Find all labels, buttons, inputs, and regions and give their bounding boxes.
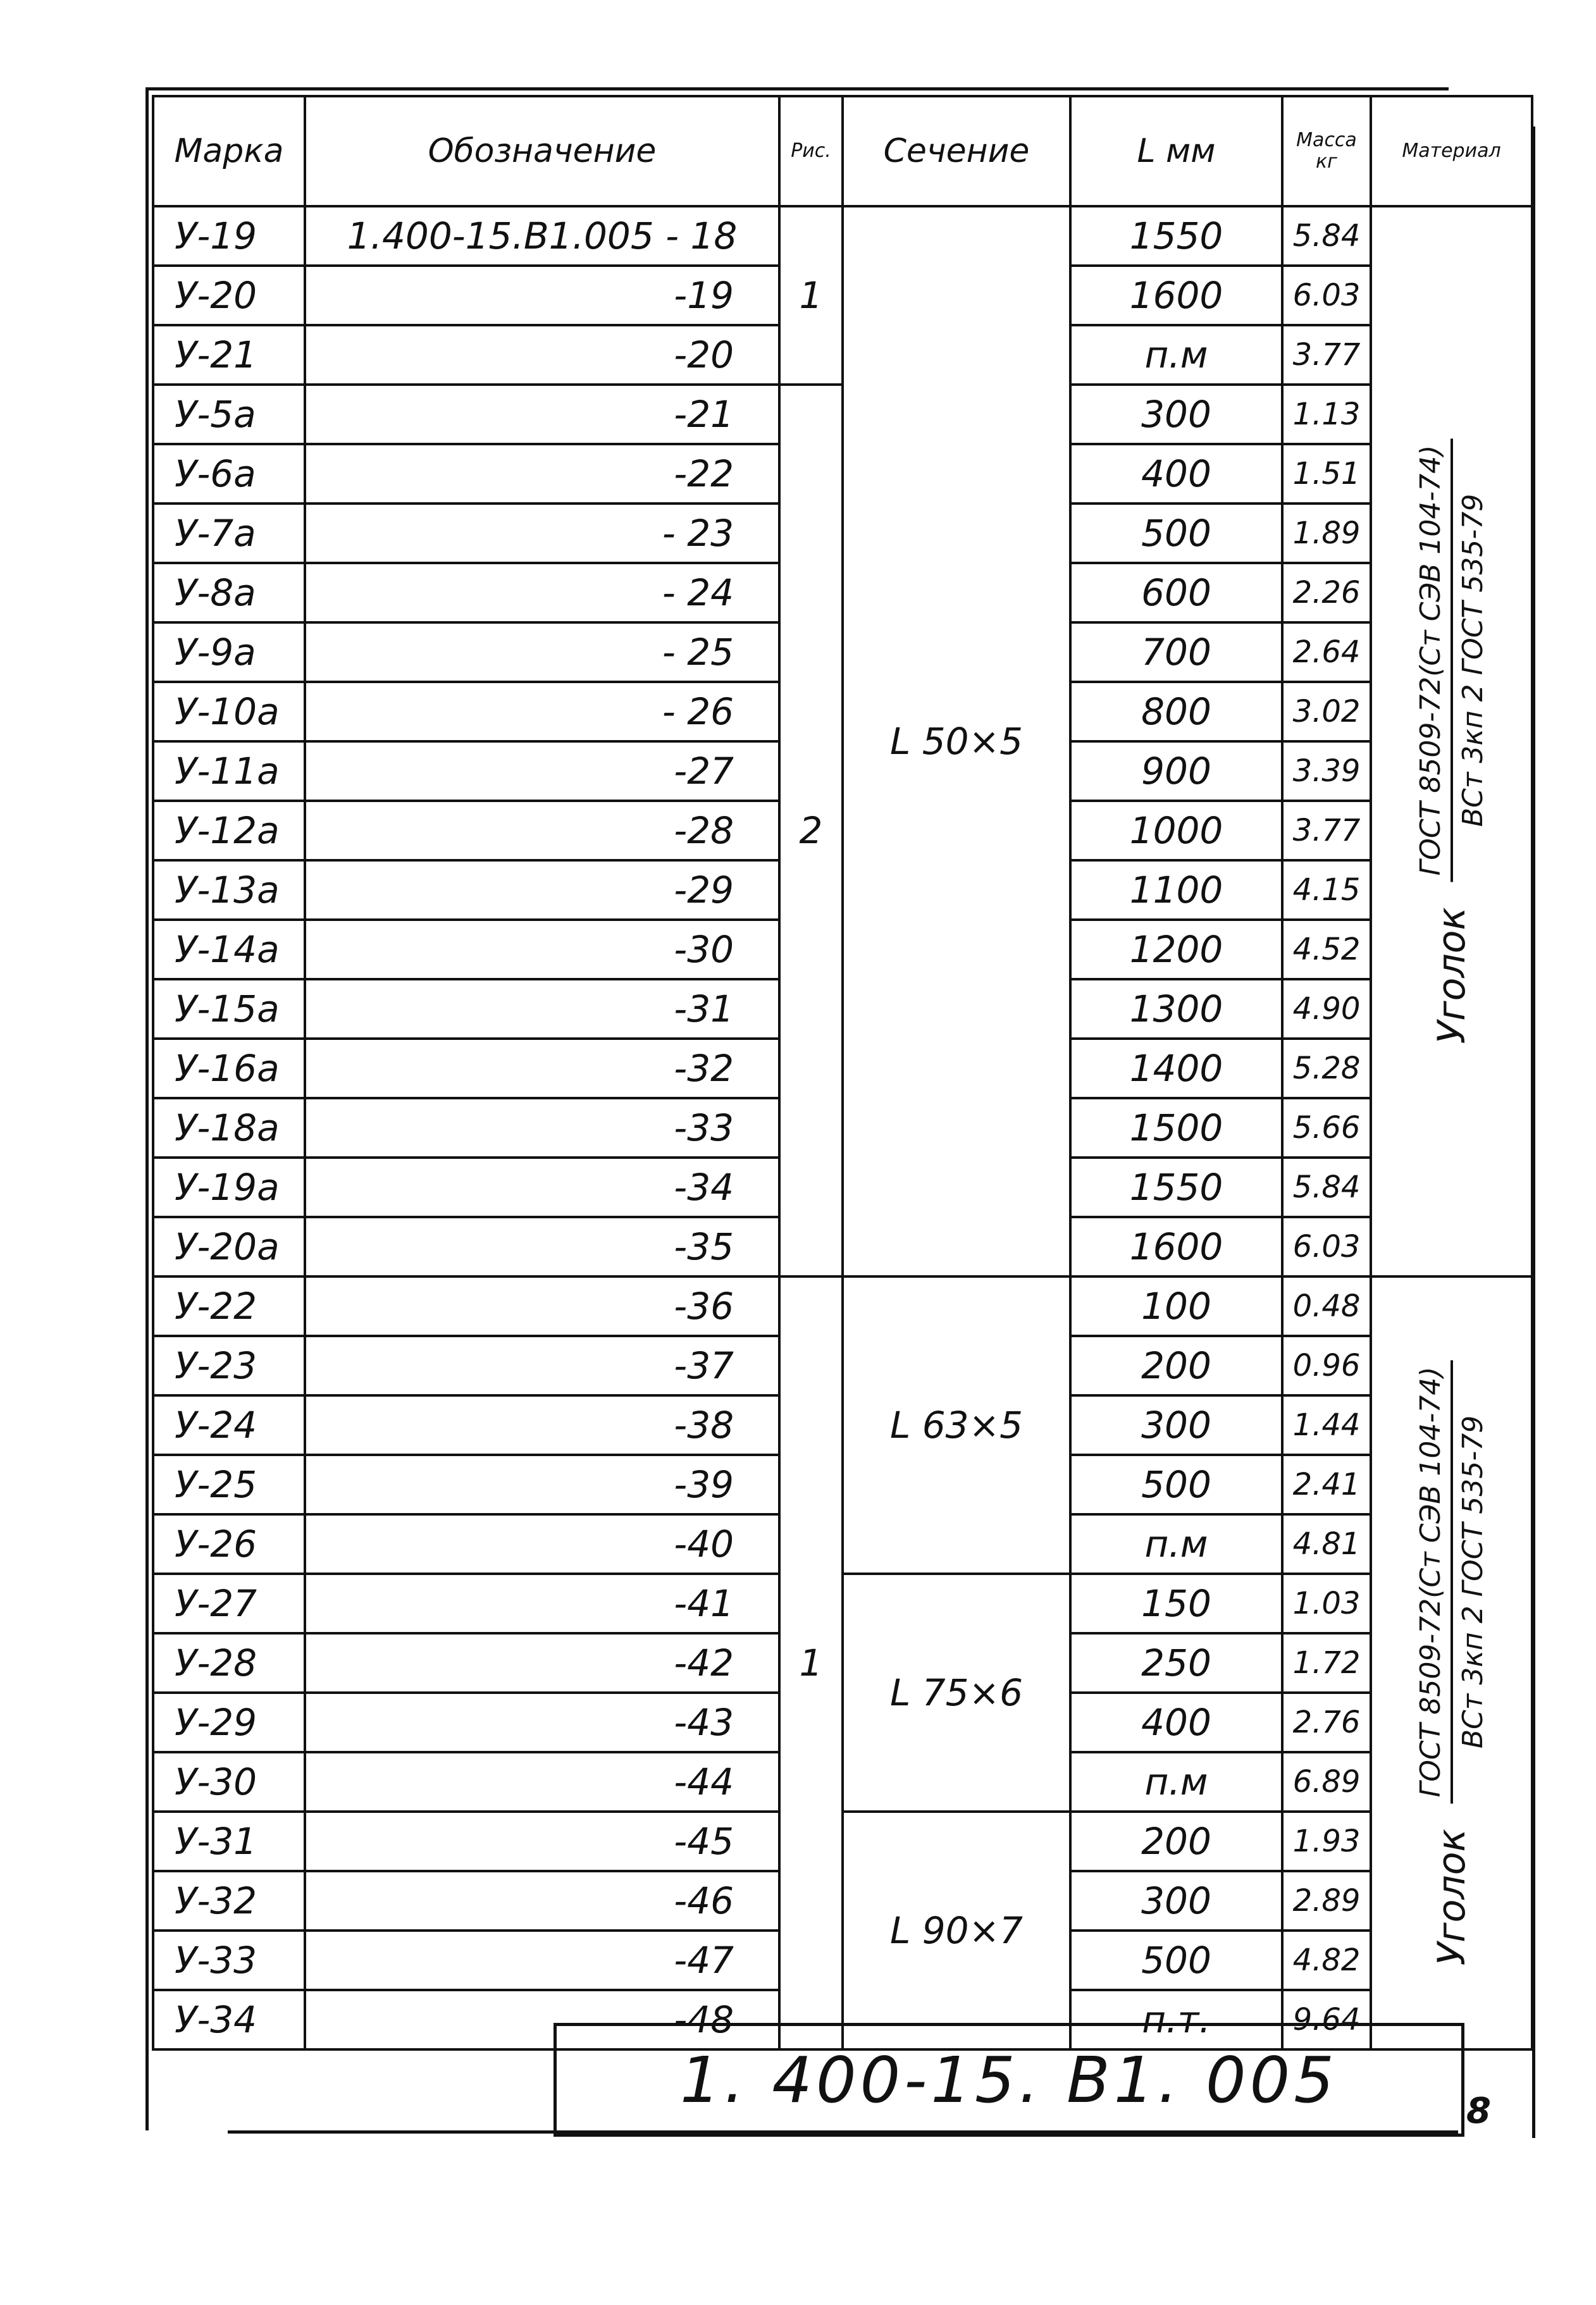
length-cell: 300 (1070, 1871, 1282, 1931)
length-cell: 300 (1070, 1395, 1282, 1455)
mark-cell: У-15а (153, 979, 305, 1039)
section-cell: L 90×7 (843, 1812, 1070, 2049)
designation-cell: -36 (305, 1276, 779, 1336)
mark-cell: У-27 (153, 1574, 305, 1633)
mark-cell: У-34 (153, 1990, 305, 2049)
designation-cell: -34 (305, 1158, 779, 1217)
mark-cell: У-29 (153, 1693, 305, 1752)
length-cell: 1100 (1070, 860, 1282, 920)
designation-cell: -43 (305, 1693, 779, 1752)
mass-cell: 1.89 (1282, 504, 1371, 563)
header-figure: Рис. (779, 96, 843, 206)
figure-cell: 1 (779, 206, 843, 385)
designation-cell: -28 (305, 801, 779, 860)
designation-cell: -44 (305, 1752, 779, 1812)
mass-cell: 0.48 (1282, 1276, 1371, 1336)
mark-cell: У-20а (153, 1217, 305, 1276)
length-cell: 1600 (1070, 1217, 1282, 1276)
designation-cell: - 25 (305, 622, 779, 682)
length-cell: 1200 (1070, 920, 1282, 979)
header-section: Сечение (843, 96, 1070, 206)
frame-left-line (145, 87, 149, 2130)
title-block-code: 1. 400-15. В1. 005 (554, 2023, 1464, 2137)
designation-cell: - 24 (305, 563, 779, 622)
header-row (153, 96, 1532, 206)
designation-cell: -32 (305, 1039, 779, 1098)
mass-cell: 1.51 (1282, 444, 1371, 504)
length-cell: 100 (1070, 1276, 1282, 1336)
length-cell: 1300 (1070, 979, 1282, 1039)
length-cell: 800 (1070, 682, 1282, 741)
mark-cell: У-25 (153, 1455, 305, 1514)
mass-cell: 5.84 (1282, 206, 1371, 266)
mass-cell: 3.39 (1282, 741, 1371, 801)
mass-cell: 1.72 (1282, 1633, 1371, 1693)
mass-cell: 2.26 (1282, 563, 1371, 622)
material-profile-standard: ГОСТ 8509-72(Ст СЭВ 104-74) (1414, 1361, 1453, 1804)
header-material: Материал (1371, 96, 1532, 206)
table-row (153, 1812, 1532, 1871)
designation-cell: -42 (305, 1633, 779, 1693)
length-cell: п.т. (1070, 1990, 1282, 2049)
length-cell: 1000 (1070, 801, 1282, 860)
length-cell: 1550 (1070, 1158, 1282, 1217)
table-row (153, 206, 1532, 266)
length-cell: 300 (1070, 385, 1282, 444)
mass-cell: 2.64 (1282, 622, 1371, 682)
mass-cell: 3.77 (1282, 325, 1371, 385)
mass-cell: 0.96 (1282, 1336, 1371, 1395)
mark-cell: У-19 (153, 206, 305, 266)
header-designation: Обозначение (305, 96, 779, 206)
material-steel-grade: ВСт 3кп 2 ГОСТ 535-79 (1456, 493, 1489, 827)
mass-cell: 4.82 (1282, 1931, 1371, 1990)
mass-cell: 4.15 (1282, 860, 1371, 920)
designation-cell: -31 (305, 979, 779, 1039)
designation-cell: -27 (305, 741, 779, 801)
mark-cell: У-20 (153, 266, 305, 325)
mark-cell: У-11а (153, 741, 305, 801)
designation-cell: -22 (305, 444, 779, 504)
length-cell: 400 (1070, 1693, 1282, 1752)
mark-cell: У-14а (153, 920, 305, 979)
mark-cell: У-24 (153, 1395, 305, 1455)
length-cell: п.м (1070, 325, 1282, 385)
mass-cell: 1.13 (1282, 385, 1371, 444)
mass-cell: 3.02 (1282, 682, 1371, 741)
specification-table (152, 95, 1533, 2051)
length-cell: 150 (1070, 1574, 1282, 1633)
length-cell: 400 (1070, 444, 1282, 504)
section-cell: L 75×6 (843, 1574, 1070, 1812)
mark-cell: У-8а (153, 563, 305, 622)
designation-cell: -30 (305, 920, 779, 979)
table-row (153, 1276, 1532, 1336)
mass-cell: 3.77 (1282, 801, 1371, 860)
length-cell: 500 (1070, 1931, 1282, 1990)
mass-cell: 4.52 (1282, 920, 1371, 979)
mark-cell: У-30 (153, 1752, 305, 1812)
header-mass-label: Масса (1296, 129, 1357, 151)
length-cell: п.м (1070, 1752, 1282, 1812)
mass-cell: 2.89 (1282, 1871, 1371, 1931)
designation-cell: -48 (305, 1990, 779, 2049)
mark-cell: У-21 (153, 325, 305, 385)
material-type: Уголок (1429, 1829, 1474, 1966)
mass-cell: 5.84 (1282, 1158, 1371, 1217)
figure-cell: 1 (779, 1276, 843, 2049)
specification-body (153, 206, 1532, 2049)
table-row (153, 1574, 1532, 1633)
mass-cell: 6.89 (1282, 1752, 1371, 1812)
figure-cell: 2 (779, 385, 843, 1276)
mark-cell: У-13а (153, 860, 305, 920)
designation-cell: - 26 (305, 682, 779, 741)
mark-cell: У-5а (153, 385, 305, 444)
mass-cell: 2.41 (1282, 1455, 1371, 1514)
designation-cell: 1.400-15.В1.005 - 18 (305, 206, 779, 266)
length-cell: 250 (1070, 1633, 1282, 1693)
material-cell (1371, 206, 1532, 1276)
mark-cell: У-32 (153, 1871, 305, 1931)
mark-cell: У-18а (153, 1098, 305, 1158)
length-cell: 500 (1070, 1455, 1282, 1514)
designation-cell: -35 (305, 1217, 779, 1276)
length-cell: 200 (1070, 1336, 1282, 1395)
frame-top-line (145, 87, 1449, 90)
mass-cell: 5.28 (1282, 1039, 1371, 1098)
length-cell: 600 (1070, 563, 1282, 622)
designation-cell: -20 (305, 325, 779, 385)
mass-cell: 6.03 (1282, 1217, 1371, 1276)
length-cell: 1400 (1070, 1039, 1282, 1098)
length-cell: 1600 (1070, 266, 1282, 325)
length-cell: 1550 (1070, 206, 1282, 266)
length-cell: п.м (1070, 1514, 1282, 1574)
mass-cell: 9.64 (1282, 1990, 1371, 2049)
designation-cell: -21 (305, 385, 779, 444)
mass-cell: 1.93 (1282, 1812, 1371, 1871)
mark-cell: У-16а (153, 1039, 305, 1098)
material-standard (1414, 439, 1489, 882)
mark-cell: У-26 (153, 1514, 305, 1574)
section-cell: L 50×5 (843, 206, 1070, 1276)
mark-cell: У-10а (153, 682, 305, 741)
mass-cell: 1.03 (1282, 1574, 1371, 1633)
material-cell (1371, 1276, 1532, 2049)
designation-cell: -41 (305, 1574, 779, 1633)
mark-cell: У-7а (153, 504, 305, 563)
mark-cell: У-9а (153, 622, 305, 682)
sheet-number: 8 (1466, 2091, 1491, 2132)
header-mass (1282, 96, 1371, 206)
header-length: L мм (1070, 96, 1282, 206)
mark-cell: У-6а (153, 444, 305, 504)
designation-cell: -45 (305, 1812, 779, 1871)
designation-cell: -29 (305, 860, 779, 920)
material-standard (1414, 1361, 1489, 1804)
length-cell: 500 (1070, 504, 1282, 563)
designation-cell: -46 (305, 1871, 779, 1931)
mass-cell: 4.81 (1282, 1514, 1371, 1574)
mass-cell: 2.76 (1282, 1693, 1371, 1752)
mark-cell: У-12а (153, 801, 305, 860)
mark-cell: У-33 (153, 1931, 305, 1990)
length-cell: 200 (1070, 1812, 1282, 1871)
length-cell: 1500 (1070, 1098, 1282, 1158)
material-profile-standard: ГОСТ 8509-72(Ст СЭВ 104-74) (1414, 439, 1453, 882)
designation-cell: -19 (305, 266, 779, 325)
mark-cell: У-28 (153, 1633, 305, 1693)
mass-cell: 1.44 (1282, 1395, 1371, 1455)
designation-cell: -47 (305, 1931, 779, 1990)
designation-cell: -40 (305, 1514, 779, 1574)
material-steel-grade: ВСт 3кп 2 ГОСТ 535-79 (1456, 1415, 1489, 1749)
header-mass-unit: кг (1316, 151, 1337, 173)
mark-cell: У-31 (153, 1812, 305, 1871)
designation-cell: - 23 (305, 504, 779, 563)
header-mark: Марка (153, 96, 305, 206)
length-cell: 700 (1070, 622, 1282, 682)
material-type: Уголок (1429, 907, 1474, 1044)
designation-cell: -33 (305, 1098, 779, 1158)
mass-cell: 6.03 (1282, 266, 1371, 325)
mark-cell: У-23 (153, 1336, 305, 1395)
designation-cell: -37 (305, 1336, 779, 1395)
mass-cell: 4.90 (1282, 979, 1371, 1039)
mass-cell: 5.66 (1282, 1098, 1371, 1158)
designation-cell: -39 (305, 1455, 779, 1514)
section-cell: L 63×5 (843, 1276, 1070, 1574)
mark-cell: У-22 (153, 1276, 305, 1336)
mark-cell: У-19а (153, 1158, 305, 1217)
designation-cell: -38 (305, 1395, 779, 1455)
length-cell: 900 (1070, 741, 1282, 801)
